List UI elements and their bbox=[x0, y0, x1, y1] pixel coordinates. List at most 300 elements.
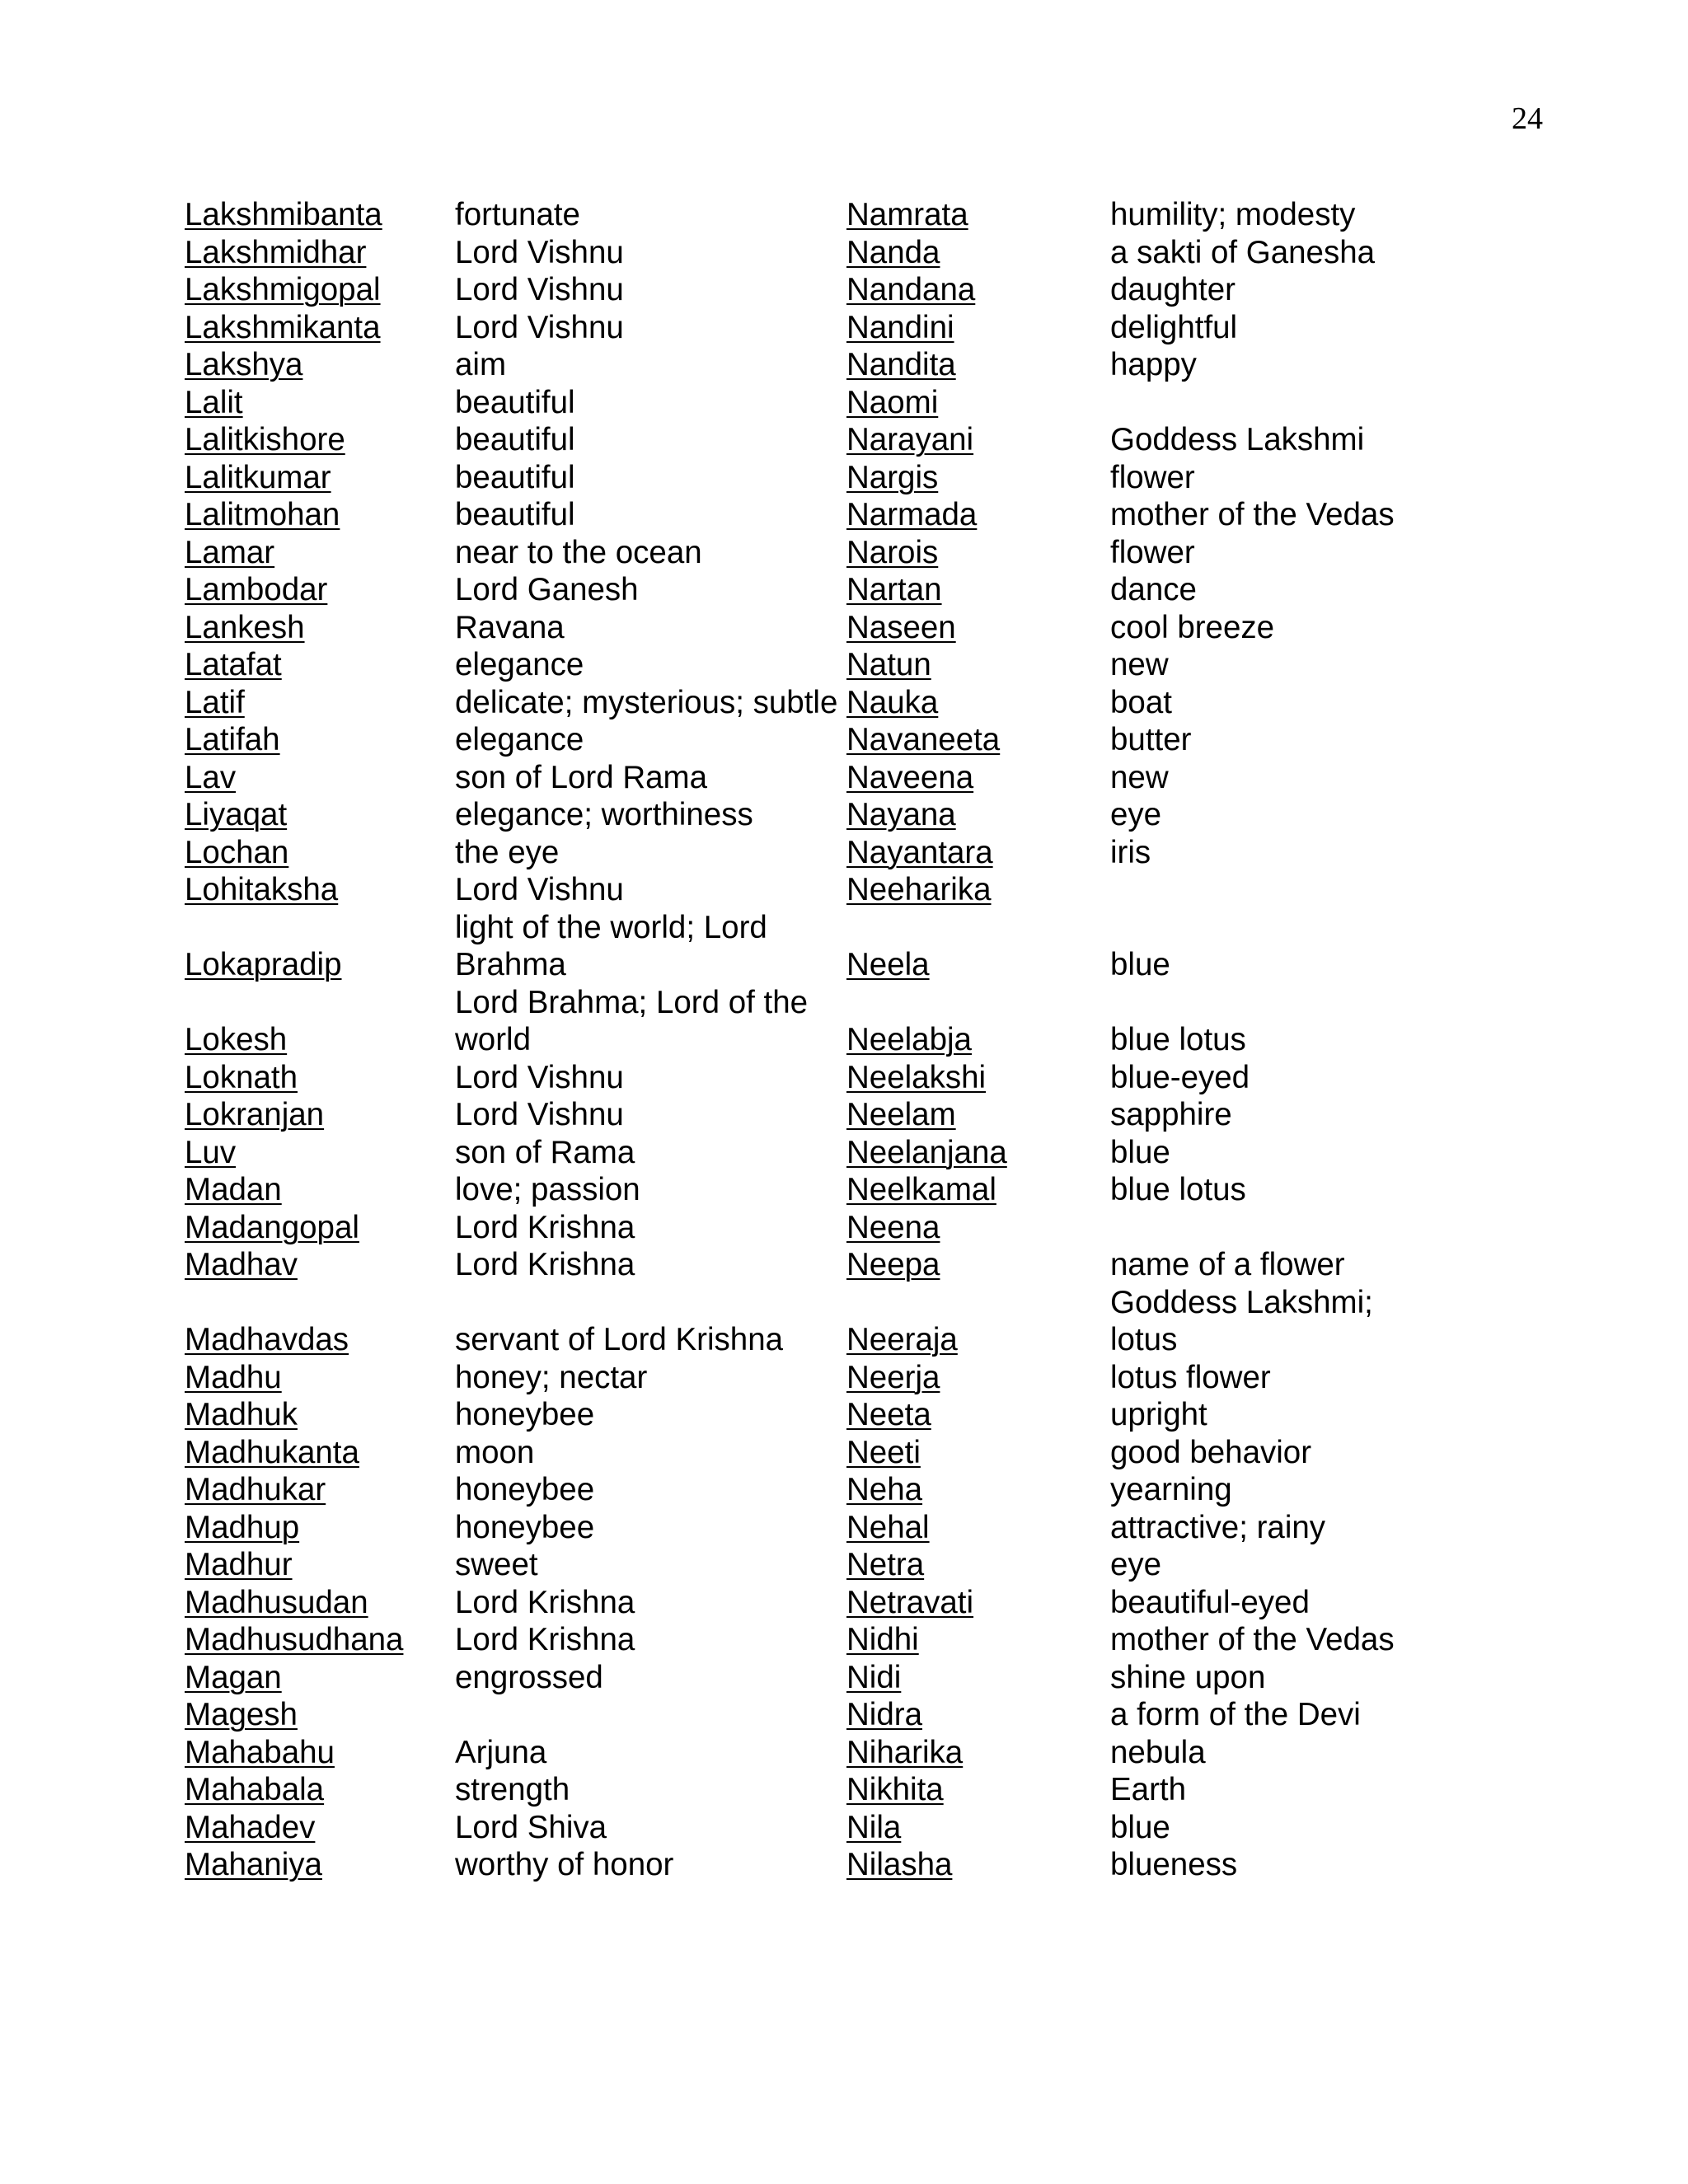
name-cell bbox=[185, 1246, 455, 1284]
name-cell bbox=[846, 909, 1110, 984]
name-cell bbox=[846, 496, 1110, 534]
name-cell bbox=[846, 609, 1110, 647]
name-cell bbox=[846, 1359, 1110, 1397]
name-link-left[interactable]: Lakshmikanta bbox=[185, 309, 381, 345]
name-link-left[interactable]: Lankesh bbox=[185, 609, 305, 645]
meaning-left: sweet bbox=[455, 1547, 538, 1582]
name-link-right[interactable]: Neelam bbox=[846, 1097, 956, 1132]
table-row bbox=[185, 796, 1440, 834]
meaning-left: worthy of honor bbox=[455, 1847, 674, 1882]
name-link-left[interactable]: Lakshmibanta bbox=[185, 197, 382, 232]
name-cell bbox=[846, 1621, 1110, 1659]
name-link-right[interactable]: Neena bbox=[846, 1209, 940, 1245]
name-link-left[interactable]: Lakshmidhar bbox=[185, 234, 367, 270]
name-link-right[interactable]: Neelabja bbox=[846, 1022, 972, 1057]
meaning-right: butter bbox=[1110, 722, 1192, 757]
meaning-left: Lord Ganesh bbox=[455, 572, 639, 607]
name-link-right[interactable]: Narayani bbox=[846, 422, 974, 457]
name-link-right[interactable]: Nidi bbox=[846, 1659, 902, 1695]
name-cell bbox=[185, 684, 455, 722]
meaning-cell bbox=[455, 609, 846, 647]
name-link-right[interactable]: Nandana bbox=[846, 272, 976, 307]
name-link-left[interactable]: Lamar bbox=[185, 534, 275, 570]
name-link-left[interactable]: Lalit bbox=[185, 384, 243, 420]
name-link-right[interactable]: Nauka bbox=[846, 684, 939, 720]
name-cell bbox=[846, 1771, 1110, 1809]
meaning-right: yearning bbox=[1110, 1472, 1232, 1507]
name-link-right[interactable]: Niharika bbox=[846, 1734, 964, 1770]
name-link-right[interactable]: Neelakshi bbox=[846, 1059, 987, 1095]
name-link-right[interactable]: Nartan bbox=[846, 572, 942, 607]
table-row bbox=[185, 909, 1440, 984]
meaning-cell bbox=[1110, 346, 1440, 384]
meaning-left: elegance bbox=[455, 722, 584, 757]
table-row bbox=[185, 1621, 1440, 1659]
name-cell bbox=[846, 459, 1110, 497]
table-row bbox=[185, 346, 1440, 384]
meaning-right: good behavior bbox=[1110, 1434, 1312, 1470]
name-link-right[interactable]: Namrata bbox=[846, 197, 968, 232]
name-link-right[interactable]: Neha bbox=[846, 1472, 923, 1507]
meaning-cell bbox=[455, 759, 846, 797]
meaning-right: Goddess Lakshmi; lotus bbox=[1110, 1284, 1373, 1357]
name-link-left[interactable]: Madhu bbox=[185, 1359, 282, 1395]
name-link-left[interactable]: Madhusudhana bbox=[185, 1622, 404, 1657]
name-cell bbox=[185, 1359, 455, 1397]
name-link-right[interactable]: Neerja bbox=[846, 1359, 940, 1395]
meaning-cell bbox=[455, 834, 846, 872]
table-row bbox=[185, 1171, 1440, 1209]
name-cell bbox=[185, 909, 455, 984]
table-row bbox=[185, 721, 1440, 759]
meaning-cell bbox=[455, 1809, 846, 1847]
meaning-cell bbox=[455, 684, 846, 722]
name-link-right[interactable]: Nayantara bbox=[846, 834, 993, 870]
meaning-right: boat bbox=[1110, 684, 1172, 720]
table-row bbox=[185, 196, 1440, 234]
table-row bbox=[185, 1584, 1440, 1622]
meaning-right: delightful bbox=[1110, 309, 1238, 345]
table-row bbox=[185, 1771, 1440, 1809]
name-link-right[interactable]: Nehal bbox=[846, 1509, 930, 1545]
meaning-left: the eye bbox=[455, 834, 560, 870]
name-link-left[interactable]: Magesh bbox=[185, 1697, 298, 1732]
meaning-cell bbox=[455, 1696, 846, 1734]
meaning-cell bbox=[1110, 1434, 1440, 1472]
name-cell bbox=[185, 459, 455, 497]
name-link-right[interactable]: Neeti bbox=[846, 1434, 921, 1470]
name-link-left[interactable]: Liyaqat bbox=[185, 797, 288, 832]
name-link-left[interactable]: Lokapradip bbox=[185, 947, 342, 982]
name-cell bbox=[846, 421, 1110, 459]
name-link-left[interactable]: Magan bbox=[185, 1659, 282, 1695]
meaning-left: Lord Krishna bbox=[455, 1584, 635, 1620]
name-cell bbox=[185, 1696, 455, 1734]
name-cell bbox=[185, 234, 455, 272]
meaning-right: name of a flower bbox=[1110, 1247, 1345, 1282]
meaning-cell bbox=[1110, 684, 1440, 722]
meaning-right: a form of the Devi bbox=[1110, 1697, 1361, 1732]
meaning-right: nebula bbox=[1110, 1734, 1206, 1770]
meaning-right: upright bbox=[1110, 1397, 1207, 1432]
meaning-cell bbox=[1110, 1209, 1440, 1247]
table-row bbox=[185, 684, 1440, 722]
meaning-cell bbox=[1110, 1359, 1440, 1397]
meaning-cell bbox=[455, 796, 846, 834]
name-link-left[interactable]: Madangopal bbox=[185, 1209, 359, 1245]
meaning-cell bbox=[1110, 1659, 1440, 1697]
name-cell bbox=[185, 1284, 455, 1359]
meaning-right: shine upon bbox=[1110, 1659, 1266, 1695]
meaning-left: honey; nectar bbox=[455, 1359, 648, 1395]
meaning-left: Lord Brahma; Lord of the world bbox=[455, 984, 809, 1057]
name-cell bbox=[846, 1171, 1110, 1209]
name-link-left[interactable]: Madan bbox=[185, 1172, 282, 1207]
name-cell bbox=[846, 1471, 1110, 1509]
meaning-left: near to the ocean bbox=[455, 534, 702, 570]
name-cell bbox=[185, 1134, 455, 1172]
name-cell bbox=[185, 796, 455, 834]
table-row bbox=[185, 834, 1440, 872]
meaning-cell bbox=[1110, 196, 1440, 234]
meaning-cell bbox=[1110, 384, 1440, 422]
meaning-cell bbox=[455, 1659, 846, 1697]
name-link-left[interactable]: Mahabahu bbox=[185, 1734, 335, 1770]
name-cell bbox=[846, 1696, 1110, 1734]
meaning-left: honeybee bbox=[455, 1472, 595, 1507]
names-table-body bbox=[185, 196, 1440, 1884]
name-link-right[interactable]: Neeraja bbox=[846, 1322, 958, 1357]
table-row bbox=[185, 984, 1440, 1059]
name-cell bbox=[185, 534, 455, 572]
meaning-cell bbox=[1110, 834, 1440, 872]
table-row bbox=[185, 1546, 1440, 1584]
table-row bbox=[185, 1396, 1440, 1434]
name-link-right[interactable]: Narois bbox=[846, 534, 939, 570]
name-cell bbox=[846, 196, 1110, 234]
name-link-left[interactable]: Madhavdas bbox=[185, 1322, 349, 1357]
name-link-right[interactable]: Nandini bbox=[846, 309, 954, 345]
meaning-cell bbox=[1110, 871, 1440, 909]
meaning-cell bbox=[455, 984, 846, 1059]
table-row bbox=[185, 384, 1440, 422]
name-link-right[interactable]: Nikhita bbox=[846, 1772, 944, 1807]
meaning-cell bbox=[455, 534, 846, 572]
meaning-right: beautiful-eyed bbox=[1110, 1584, 1310, 1620]
meaning-cell bbox=[1110, 571, 1440, 609]
meaning-right: eye bbox=[1110, 797, 1162, 832]
names-table bbox=[185, 196, 1440, 1884]
name-cell bbox=[846, 871, 1110, 909]
meaning-left: strength bbox=[455, 1772, 570, 1807]
name-cell bbox=[846, 1509, 1110, 1547]
name-cell bbox=[846, 684, 1110, 722]
meaning-cell bbox=[1110, 1096, 1440, 1134]
name-cell bbox=[185, 646, 455, 684]
name-cell bbox=[185, 421, 455, 459]
meaning-cell bbox=[1110, 1546, 1440, 1584]
page-number: 24 bbox=[1512, 101, 1543, 136]
meaning-cell bbox=[1110, 496, 1440, 534]
meaning-left: beautiful bbox=[455, 459, 575, 495]
name-cell bbox=[846, 1396, 1110, 1434]
meaning-left: light of the world; Lord Brahma bbox=[455, 909, 767, 982]
name-link-left[interactable]: Mahadev bbox=[185, 1809, 316, 1845]
name-link-left[interactable]: Lokesh bbox=[185, 1022, 288, 1057]
meaning-right: blue lotus bbox=[1110, 1172, 1246, 1207]
name-link-left[interactable]: Madhukar bbox=[185, 1472, 326, 1507]
name-cell bbox=[185, 1396, 455, 1434]
name-cell bbox=[846, 1809, 1110, 1847]
name-link-left[interactable]: Lalitmohan bbox=[185, 497, 340, 532]
name-link-left[interactable]: Lokranjan bbox=[185, 1097, 325, 1132]
meaning-cell bbox=[455, 721, 846, 759]
meaning-right: flower bbox=[1110, 534, 1195, 570]
table-row bbox=[185, 1359, 1440, 1397]
name-link-left[interactable]: Madhukanta bbox=[185, 1434, 359, 1470]
name-link-left[interactable]: Madhup bbox=[185, 1509, 300, 1545]
meaning-cell bbox=[1110, 1809, 1440, 1847]
table-row bbox=[185, 421, 1440, 459]
name-link-right[interactable]: Neeta bbox=[846, 1397, 931, 1432]
name-cell bbox=[846, 1059, 1110, 1097]
name-cell bbox=[185, 496, 455, 534]
meaning-cell bbox=[1110, 1509, 1440, 1547]
name-cell bbox=[185, 759, 455, 797]
name-link-left[interactable]: Latafat bbox=[185, 647, 282, 682]
name-cell bbox=[185, 1434, 455, 1472]
meaning-cell bbox=[455, 1284, 846, 1359]
meaning-cell bbox=[455, 1771, 846, 1809]
name-link-right[interactable]: Navaneeta bbox=[846, 722, 1001, 757]
meaning-cell bbox=[1110, 1396, 1440, 1434]
table-row bbox=[185, 571, 1440, 609]
name-link-right[interactable]: Nanda bbox=[846, 234, 940, 270]
name-link-right[interactable]: Neepa bbox=[846, 1247, 940, 1282]
meaning-cell bbox=[455, 1171, 846, 1209]
name-link-left[interactable]: Latifah bbox=[185, 722, 280, 757]
meaning-left: Lord Krishna bbox=[455, 1247, 635, 1282]
meaning-cell bbox=[455, 1134, 846, 1172]
meaning-cell bbox=[1110, 1171, 1440, 1209]
name-link-right[interactable]: Neelanjana bbox=[846, 1134, 1007, 1170]
table-row bbox=[185, 1509, 1440, 1547]
name-link-left[interactable]: Lakshya bbox=[185, 347, 303, 382]
meaning-right: iris bbox=[1110, 834, 1151, 870]
name-link-right[interactable]: Neeharika bbox=[846, 872, 992, 907]
name-link-left[interactable]: Lav bbox=[185, 759, 237, 795]
meaning-cell bbox=[455, 1509, 846, 1547]
meaning-right: blue bbox=[1110, 1134, 1170, 1170]
name-link-right[interactable]: Netravati bbox=[846, 1584, 974, 1620]
meaning-cell bbox=[1110, 234, 1440, 272]
table-row bbox=[185, 1659, 1440, 1697]
name-cell bbox=[185, 1171, 455, 1209]
name-link-right[interactable]: Nidra bbox=[846, 1697, 923, 1732]
name-cell bbox=[185, 834, 455, 872]
name-cell bbox=[185, 1734, 455, 1772]
meaning-right: daughter bbox=[1110, 272, 1236, 307]
meaning-right: new bbox=[1110, 647, 1169, 682]
table-row bbox=[185, 1696, 1440, 1734]
name-link-right[interactable]: Naomi bbox=[846, 384, 939, 420]
meaning-left: Ravana bbox=[455, 609, 565, 645]
name-link-right[interactable]: Nila bbox=[846, 1809, 902, 1845]
name-cell bbox=[185, 871, 455, 909]
name-link-right[interactable]: Naveena bbox=[846, 759, 974, 795]
name-link-left[interactable]: Lalitkumar bbox=[185, 459, 331, 495]
table-row bbox=[185, 496, 1440, 534]
name-link-right[interactable]: Narmada bbox=[846, 497, 978, 532]
meaning-cell bbox=[455, 646, 846, 684]
name-link-right[interactable]: Nidhi bbox=[846, 1622, 919, 1657]
meaning-right: flower bbox=[1110, 459, 1195, 495]
meaning-cell bbox=[455, 421, 846, 459]
meaning-cell bbox=[1110, 1059, 1440, 1097]
meaning-cell bbox=[1110, 459, 1440, 497]
name-cell bbox=[846, 834, 1110, 872]
meaning-left: moon bbox=[455, 1434, 535, 1470]
meaning-left: Lord Krishna bbox=[455, 1209, 635, 1245]
name-link-left[interactable]: Mahabala bbox=[185, 1772, 325, 1807]
meaning-cell bbox=[455, 496, 846, 534]
table-row bbox=[185, 309, 1440, 347]
name-cell bbox=[185, 1096, 455, 1134]
table-row bbox=[185, 534, 1440, 572]
name-link-left[interactable]: Latif bbox=[185, 684, 245, 720]
table-row bbox=[185, 1134, 1440, 1172]
meaning-left: Lord Vishnu bbox=[455, 309, 624, 345]
meaning-cell bbox=[455, 1546, 846, 1584]
name-cell bbox=[846, 984, 1110, 1059]
meaning-right: happy bbox=[1110, 347, 1197, 382]
meaning-left: elegance; worthiness bbox=[455, 797, 753, 832]
meaning-cell bbox=[455, 234, 846, 272]
name-cell bbox=[185, 609, 455, 647]
meaning-cell bbox=[1110, 534, 1440, 572]
meaning-left: beautiful bbox=[455, 384, 575, 420]
meaning-cell bbox=[455, 1246, 846, 1284]
meaning-cell bbox=[1110, 796, 1440, 834]
name-cell bbox=[846, 384, 1110, 422]
meaning-right: Goddess Lakshmi bbox=[1110, 422, 1365, 457]
name-link-left[interactable]: Luv bbox=[185, 1134, 237, 1170]
meaning-left: Lord Vishnu bbox=[455, 272, 624, 307]
meaning-cell bbox=[1110, 1621, 1440, 1659]
name-link-right[interactable]: Nayana bbox=[846, 797, 956, 832]
name-cell bbox=[846, 1096, 1110, 1134]
name-cell bbox=[846, 1546, 1110, 1584]
name-cell bbox=[846, 309, 1110, 347]
table-row bbox=[185, 1209, 1440, 1247]
meaning-cell bbox=[1110, 1734, 1440, 1772]
name-link-right[interactable]: Naseen bbox=[846, 609, 956, 645]
table-row bbox=[185, 1246, 1440, 1284]
meaning-right: attractive; rainy bbox=[1110, 1509, 1326, 1545]
meaning-cell bbox=[1110, 1846, 1440, 1884]
meaning-left: honeybee bbox=[455, 1397, 595, 1432]
name-link-left[interactable]: Loknath bbox=[185, 1059, 298, 1095]
table-row bbox=[185, 271, 1440, 309]
name-link-right[interactable]: Nandita bbox=[846, 347, 956, 382]
meaning-cell bbox=[1110, 609, 1440, 647]
name-link-left[interactable]: Madhusudan bbox=[185, 1584, 368, 1620]
meaning-cell bbox=[455, 1734, 846, 1772]
name-cell bbox=[185, 1546, 455, 1584]
name-cell bbox=[846, 534, 1110, 572]
table-row bbox=[185, 1059, 1440, 1097]
name-cell bbox=[185, 1771, 455, 1809]
meaning-cell bbox=[1110, 1696, 1440, 1734]
meaning-right: a sakti of Ganesha bbox=[1110, 234, 1376, 270]
name-cell bbox=[185, 384, 455, 422]
meaning-cell bbox=[1110, 421, 1440, 459]
name-cell bbox=[185, 1059, 455, 1097]
meaning-right: humility; modesty bbox=[1110, 197, 1356, 232]
name-link-left[interactable]: Lambodar bbox=[185, 572, 328, 607]
meaning-cell bbox=[1110, 984, 1440, 1059]
name-cell bbox=[846, 346, 1110, 384]
name-link-right[interactable]: Natun bbox=[846, 647, 931, 682]
name-cell bbox=[185, 309, 455, 347]
name-link-left[interactable]: Madhav bbox=[185, 1247, 298, 1282]
meaning-cell bbox=[455, 1434, 846, 1472]
meaning-left: Lord Vishnu bbox=[455, 1097, 624, 1132]
name-cell bbox=[185, 196, 455, 234]
name-link-left[interactable]: Lohitaksha bbox=[185, 872, 339, 907]
meaning-left: beautiful bbox=[455, 497, 575, 532]
meaning-right: sapphire bbox=[1110, 1097, 1232, 1132]
name-cell bbox=[185, 984, 455, 1059]
meaning-right: mother of the Vedas bbox=[1110, 1622, 1395, 1657]
meaning-left: Lord Vishnu bbox=[455, 1059, 624, 1095]
name-cell bbox=[185, 1846, 455, 1884]
name-cell bbox=[185, 1209, 455, 1247]
meaning-cell bbox=[455, 1584, 846, 1622]
meaning-cell bbox=[455, 1096, 846, 1134]
name-link-left[interactable]: Lochan bbox=[185, 834, 289, 870]
name-link-left[interactable]: Madhur bbox=[185, 1547, 293, 1582]
meaning-cell bbox=[455, 871, 846, 909]
meaning-right: lotus flower bbox=[1110, 1359, 1271, 1395]
meaning-left: son of Rama bbox=[455, 1134, 635, 1170]
table-row bbox=[185, 871, 1440, 909]
meaning-cell bbox=[1110, 309, 1440, 347]
name-link-right[interactable]: Neelkamal bbox=[846, 1172, 996, 1207]
name-link-left[interactable]: Madhuk bbox=[185, 1397, 298, 1432]
name-link-left[interactable]: Mahaniya bbox=[185, 1847, 322, 1882]
name-link-left[interactable]: Lalitkishore bbox=[185, 422, 345, 457]
name-cell bbox=[846, 796, 1110, 834]
name-link-right[interactable]: Netra bbox=[846, 1547, 925, 1582]
meaning-right: blue bbox=[1110, 1809, 1170, 1845]
name-cell bbox=[185, 271, 455, 309]
table-row bbox=[185, 1096, 1440, 1134]
meaning-cell bbox=[455, 196, 846, 234]
meaning-cell bbox=[455, 1396, 846, 1434]
name-link-right[interactable]: Neela bbox=[846, 947, 930, 982]
table-row bbox=[185, 1734, 1440, 1772]
name-link-left[interactable]: Lakshmigopal bbox=[185, 272, 381, 307]
meaning-cell bbox=[455, 1209, 846, 1247]
name-link-right[interactable]: Nilasha bbox=[846, 1847, 953, 1882]
meaning-left: beautiful bbox=[455, 422, 575, 457]
name-cell bbox=[185, 1584, 455, 1622]
table-row bbox=[185, 234, 1440, 272]
meaning-left: Lord Vishnu bbox=[455, 234, 624, 270]
meaning-cell bbox=[1110, 1771, 1440, 1809]
name-link-right[interactable]: Nargis bbox=[846, 459, 939, 495]
